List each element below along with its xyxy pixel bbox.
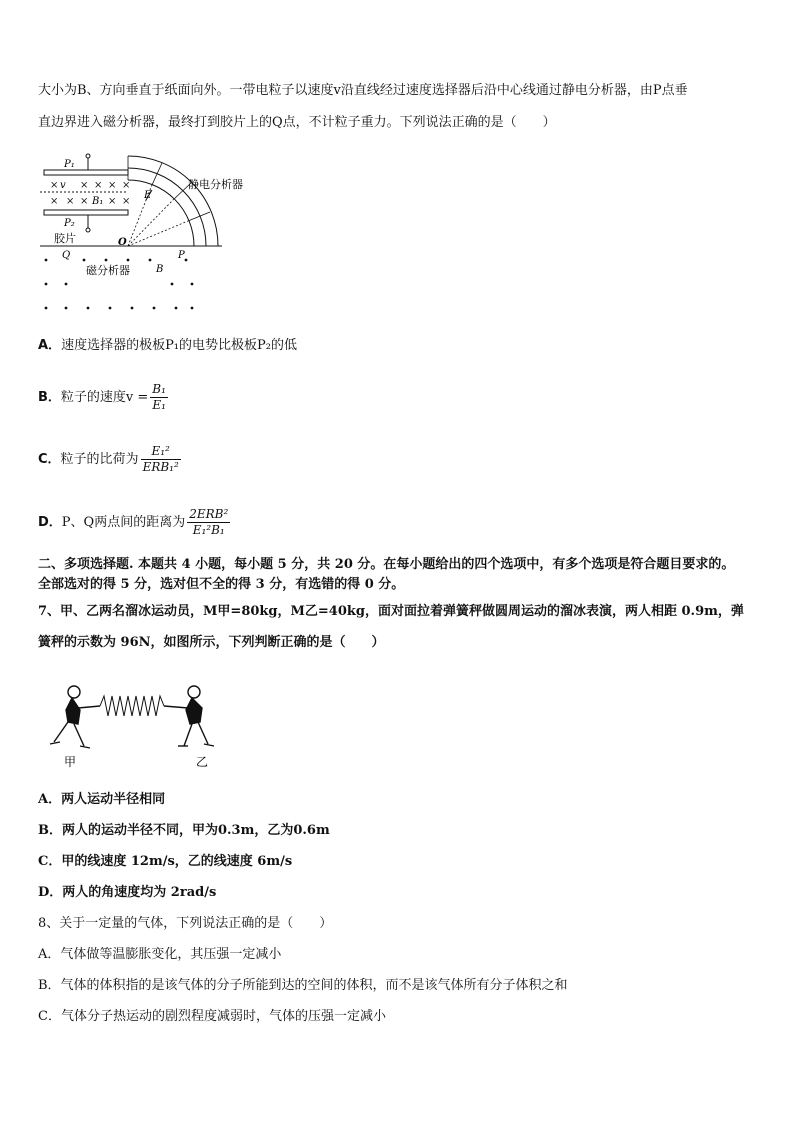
q6-option-a bbox=[38, 337, 297, 355]
q6-option-c-fraction bbox=[141, 444, 181, 475]
section2-line1: 二、多项选择题. 本题共 4 小题，每小题 5 分，共 20 分。在每小题给出的四个选项中，有多个选项是符合题目要求的。 bbox=[38, 557, 735, 572]
svg-text:×: × bbox=[80, 196, 89, 207]
q6-option-c-num: E₁² bbox=[141, 444, 181, 460]
svg-text:×: × bbox=[108, 180, 117, 191]
plate-p2 bbox=[44, 210, 128, 215]
q6-option-c bbox=[38, 440, 183, 480]
svg-text:×: × bbox=[66, 196, 75, 207]
svg-text:×: × bbox=[122, 196, 131, 207]
q8-stem: 8、关于一定量的气体，下列说法正确的是（ ） bbox=[38, 916, 333, 931]
label-o: O bbox=[118, 237, 127, 248]
svg-text:×: × bbox=[80, 180, 89, 191]
skater-left bbox=[50, 686, 100, 748]
q6-option-d bbox=[38, 503, 232, 543]
q6-option-a-text: 速度选择器的极板P₁的电势比极板P₂的低 bbox=[61, 338, 297, 353]
label-q: Q bbox=[62, 250, 71, 261]
svg-text:×: × bbox=[50, 180, 59, 191]
skater-right bbox=[164, 686, 214, 746]
q6-option-d-prefix: P、Q两点间的距离为 bbox=[61, 515, 186, 530]
q8-option-b: B．气体的体积指的是该气体的分子所能到达的空间的体积，而不是该气体所有分子体积之和 bbox=[38, 978, 568, 993]
q6-option-d-label: D． bbox=[38, 515, 62, 530]
q6-option-d-den: E₁²B₁ bbox=[192, 523, 225, 537]
svg-text:×: × bbox=[108, 196, 117, 207]
q6-option-d-num: 2ERB² bbox=[189, 507, 229, 521]
label-b1: B₁ bbox=[92, 196, 104, 207]
svg-text:×: × bbox=[50, 196, 59, 207]
p2-terminal-dot bbox=[86, 228, 90, 232]
label-magnetic: 磁分析器 bbox=[86, 264, 130, 277]
label-film: 胶片 bbox=[54, 232, 76, 245]
svg-text:×: × bbox=[94, 180, 103, 191]
plate-p1 bbox=[44, 170, 128, 175]
mass-spectrometer-figure bbox=[36, 150, 256, 320]
figure-label-yi: 乙 bbox=[196, 755, 209, 769]
figure-label-jia: 甲 bbox=[64, 755, 77, 769]
q7-stem-line2: 簧秤的示数为 96N，如图所示，下列判断正确的是（ ） bbox=[38, 635, 385, 650]
label-p2: P₂ bbox=[64, 218, 75, 229]
q6-intro-line2: 直边界进入磁分析器，最终打到胶片上的Q点，不计粒子重力。下列说法正确的是（ ） bbox=[38, 115, 556, 130]
label-v: v bbox=[60, 180, 66, 191]
q8-option-c: C．气体分子热运动的剧烈程度减弱时，气体的压强一定减小 bbox=[38, 1009, 386, 1024]
q7-option-c: C．甲的线速度 12m/s，乙的线速度 6m/s bbox=[38, 854, 293, 869]
q6-option-c-label: C． bbox=[38, 452, 61, 467]
svg-text:×: × bbox=[122, 180, 131, 191]
q7-option-b: B．两人的运动半径不同，甲为0.3m，乙为0.6m bbox=[38, 823, 330, 838]
q7-stem-line1: 7、甲、乙两名溜冰运动员，M甲=80kg，M乙=40kg，面对面拉着弹簧秤做圆周运动的溜冰表演，两人相距 0.9m，弹 bbox=[38, 604, 744, 619]
field-radii bbox=[128, 185, 200, 246]
q6-option-d-fraction bbox=[187, 507, 230, 538]
q8-option-a: A．气体做等温膨胀变化，其压强一定减小 bbox=[38, 947, 282, 962]
q6-option-b-prefix: 粒子的速度v = bbox=[60, 390, 149, 405]
q6-option-c-den: ERB₁² bbox=[142, 460, 179, 474]
spring-scale bbox=[100, 696, 164, 716]
label-electrostatic: 静电分析器 bbox=[188, 178, 243, 191]
q6-option-b bbox=[38, 378, 170, 418]
q7-option-d: D．两人的角速度均为 2rad/s bbox=[38, 885, 217, 900]
section2-line2: 全部选对的得 5 分，选对但不全的得 3 分，有选错的得 0 分。 bbox=[38, 577, 405, 592]
label-p1: P₁ bbox=[64, 159, 75, 170]
q6-option-a-label: A． bbox=[38, 338, 62, 353]
label-e: E bbox=[144, 190, 152, 201]
q6-option-b-num: B₁ bbox=[152, 382, 166, 396]
skaters-figure bbox=[44, 680, 224, 772]
q6-option-c-prefix: 粒子的比荷为 bbox=[60, 452, 139, 467]
q6-option-b-den: E₁ bbox=[152, 398, 166, 412]
p1-terminal-dot bbox=[86, 154, 90, 158]
q6-option-b-fraction bbox=[150, 382, 168, 413]
label-b: B bbox=[156, 264, 164, 275]
q7-option-a: A．两人运动半径相同 bbox=[38, 792, 166, 807]
q6-option-b-label: B． bbox=[38, 390, 61, 405]
label-p: P bbox=[178, 250, 185, 261]
q6-intro-line1: 大小为B、方向垂直于纸面向外。一带电粒子以速度v沿直线经过速度选择器后沿中心线通过静电分析器，由P点垂 bbox=[38, 83, 688, 98]
